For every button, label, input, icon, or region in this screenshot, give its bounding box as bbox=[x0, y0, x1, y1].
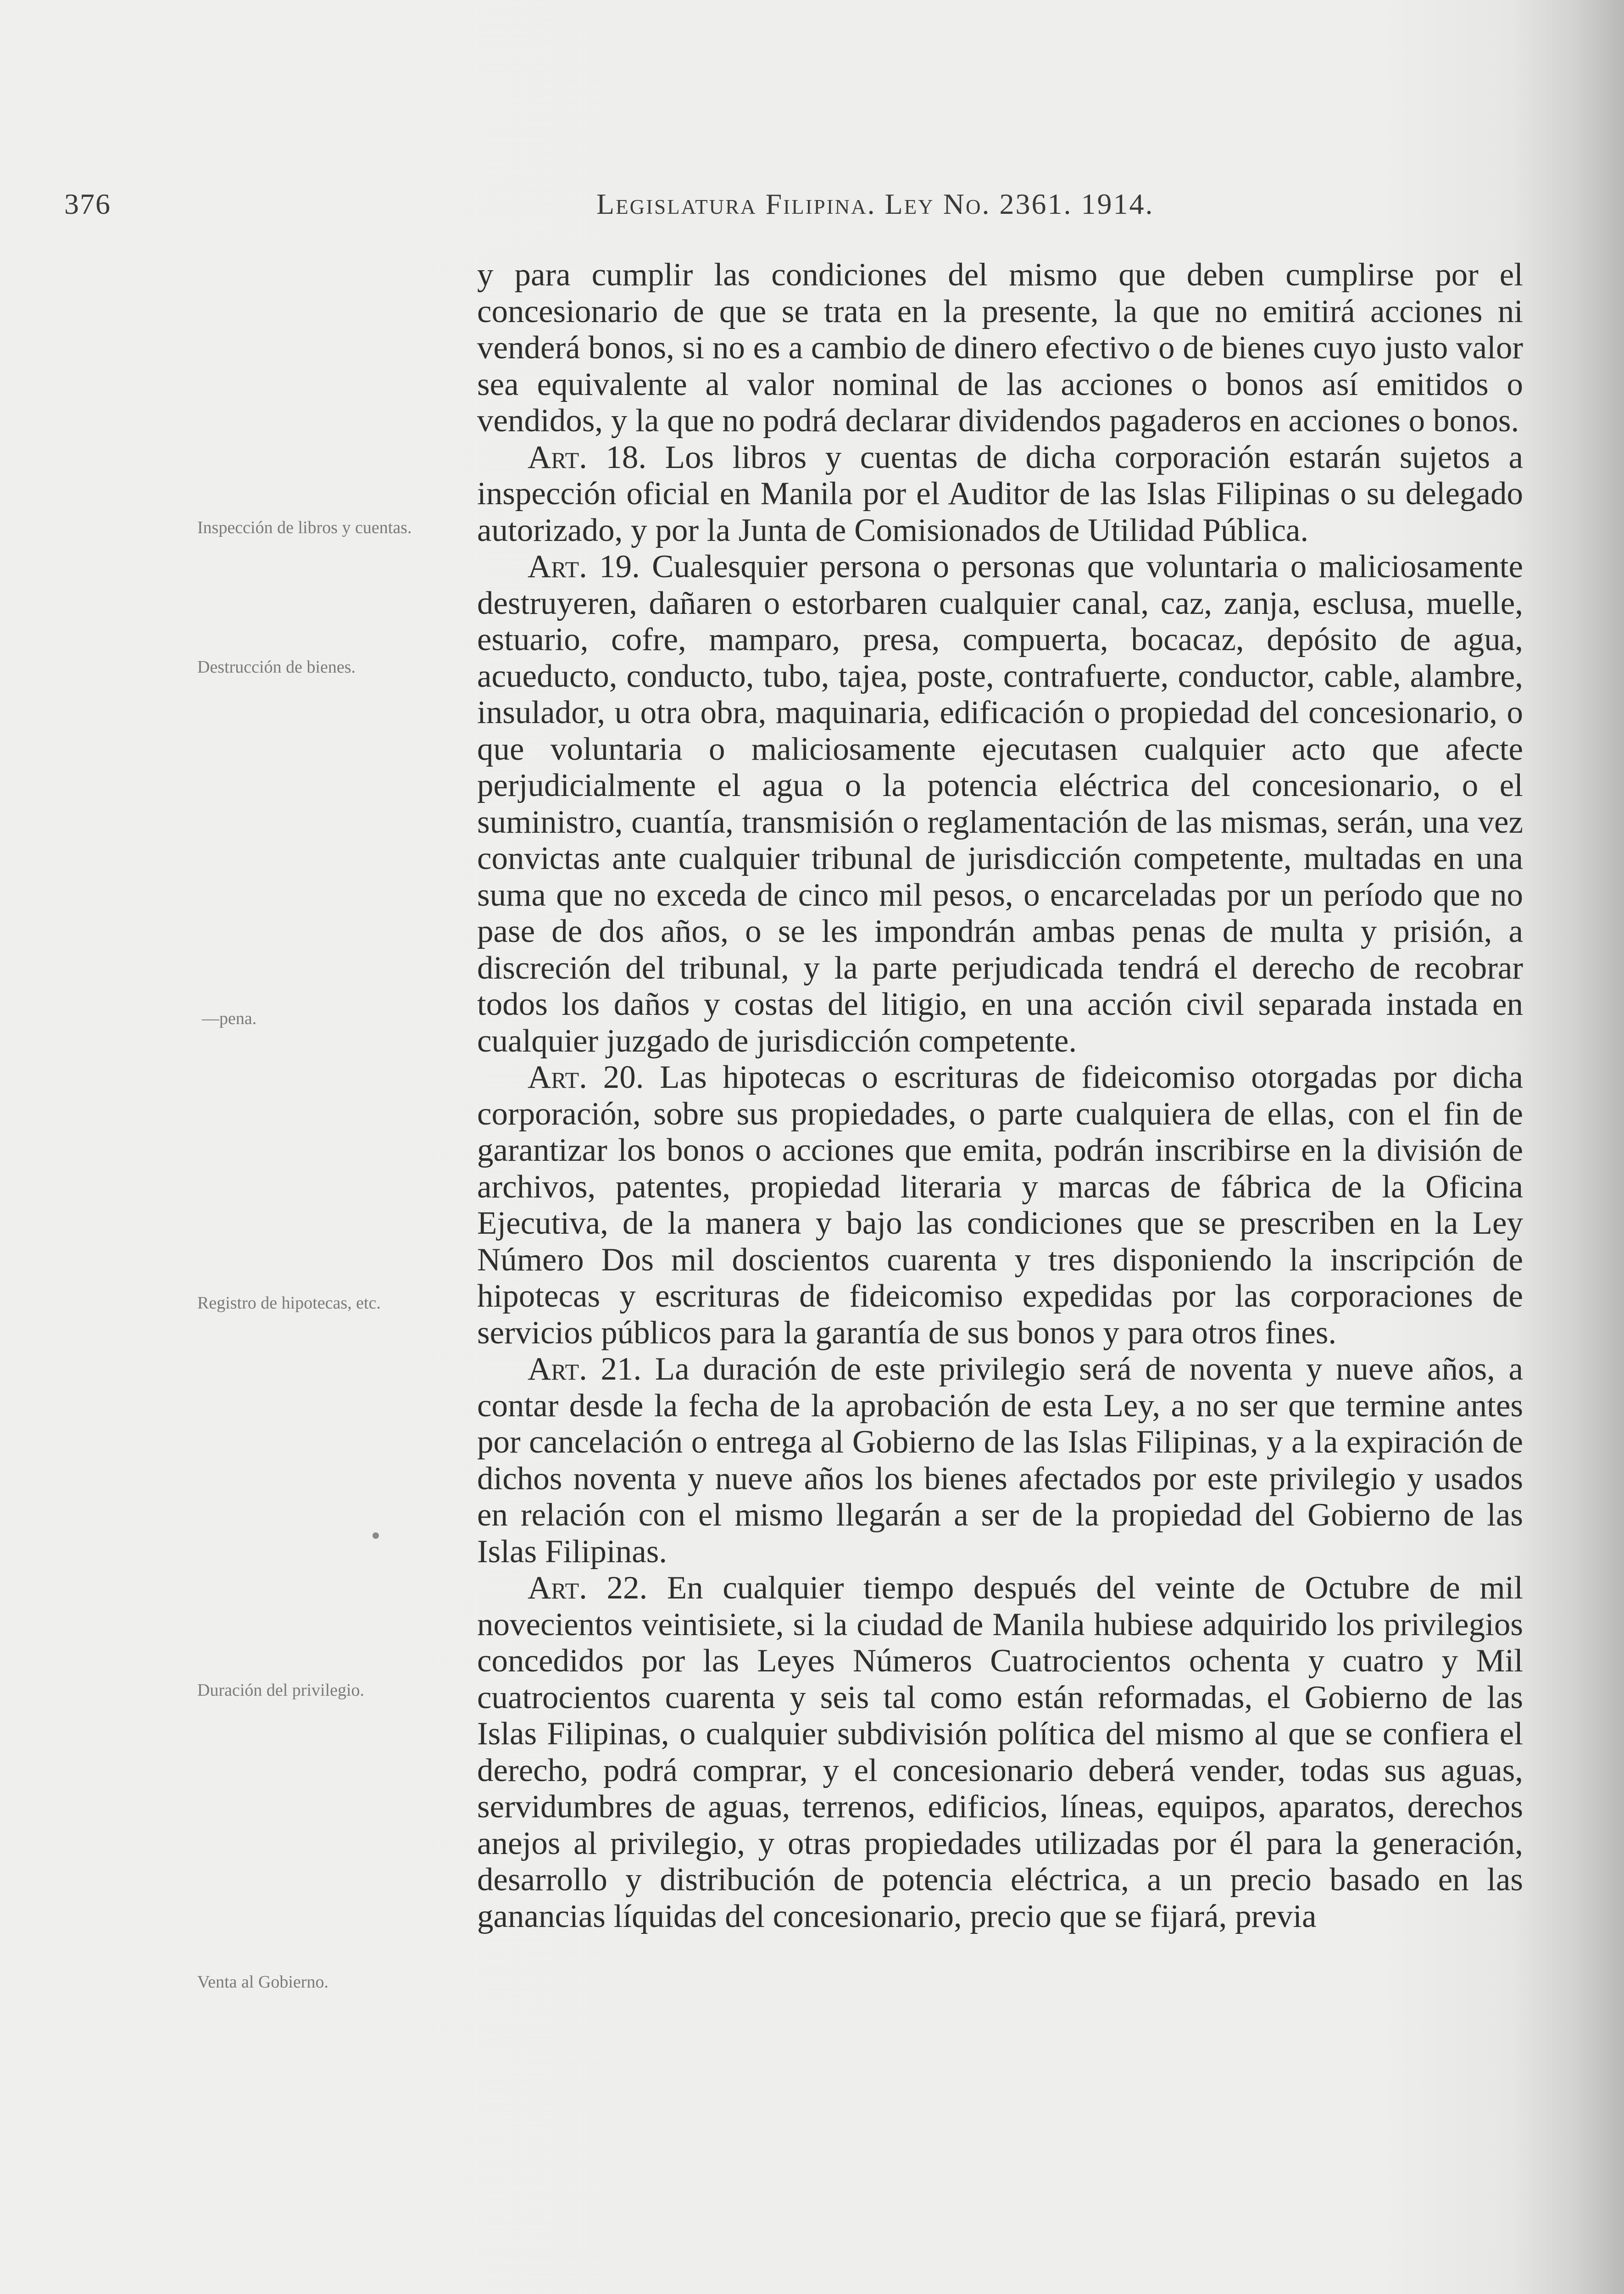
article-22-text: En cualquier tiempo después del veinte de Octubre de mil novecientos veintisiete, si la ciudad de Manila hubiese adquirido los privilegios concedidos por las Leyes Números Cuatrocientos ochenta y cuatro y Mil cuatrocientos cuarenta y seis tal como están reformadas, el Gobierno de las Islas Filipinas, o cualquier subdivisión política del mismo al que se confiera el derecho, podrá comprar, y el concesionario deberá vender, todas sus aguas, servidumbres de aguas, terrenos, edificios, líneas, equipos, aparatos, derechos anejos al privilegio, y otras propiedades utilizadas por él para la generación, desarrollo y distribución de potencia eléctrica, a un precio basado en las ganancias líquidas del concesionario, precio que se fijará, previa bbox=[477, 1570, 1523, 1934]
article-18-label: Art. 18. bbox=[528, 439, 647, 475]
paragraph-continuation: y para cumplir las condiciones del mismo que deben cumplirse por el concesionario de que se trata en la presente, la que no emitirá acciones ni venderá bonos, si no es a cambio de dinero efectivo o de bienes cuyo justo valor sea equivalente al valor nominal de las acciones o bonos así emitidos o vendidos, y la que no podrá declarar dividendos pagaderos en acciones o bonos. bbox=[477, 257, 1523, 439]
side-note-sale-to-government: Venta al Gobierno. bbox=[197, 1972, 328, 1992]
page-header bbox=[64, 187, 1431, 228]
running-title: Legislatura Filipina. Ley No. 2361. 1914. bbox=[596, 188, 1154, 220]
article-19-label: Art. 19. bbox=[528, 549, 640, 585]
article-21 bbox=[477, 1351, 1523, 1570]
side-note-inspection: Inspección de libros y cuentas. bbox=[197, 518, 412, 537]
side-note-mortgage-registry: Registro de hipotecas, etc. bbox=[197, 1293, 381, 1313]
article-22-label: Art. 22. bbox=[528, 1570, 648, 1606]
ink-dot bbox=[373, 1532, 379, 1539]
article-18 bbox=[477, 440, 1523, 549]
article-20-text: Las hipotecas o escrituras de fideicomiso otorgadas por dicha corporación, sobre sus propiedades, o parte cualquiera de ellas, con el fin de garantizar los bonos o acciones que emita, podrán inscribirse en la división de archivos, patentes, propiedad literaria y marcas de fábrica de la Oficina Ejecutiva, de la manera y bajo las condiciones que se prescriben en la Ley Número Dos mil doscientos cuarenta y tres disponiendo la inscripción de hipotecas y escrituras de fideicomiso expedidas por las corporaciones de servicios públicos para la garantía de sus bonos y para otros fines. bbox=[477, 1059, 1523, 1351]
article-20-label: Art. 20. bbox=[528, 1059, 644, 1095]
article-18-text: Los libros y cuentas de dicha corporación estarán sujetos a inspección oficial en Manila por el Auditor de las Islas Filipinas o su delegado autorizado, y por la Junta de Comisionados de Utilidad Pública. bbox=[477, 439, 1523, 548]
body-text bbox=[477, 257, 1523, 1935]
side-note-penalty: —pena. bbox=[202, 1009, 257, 1028]
side-note-privilege-duration: Duración del privilegio. bbox=[197, 1681, 365, 1700]
side-note-destruction: Destrucción de bienes. bbox=[197, 657, 356, 677]
article-19 bbox=[477, 549, 1523, 1059]
article-22 bbox=[477, 1570, 1523, 1935]
article-21-text: La duración de este privilegio será de noventa y nueve años, a contar desde la fecha de la aprobación de esta Ley, a no ser que termine antes por cancelación o entrega al Gobierno de las Islas Filipinas, y a la expiración de dichos noventa y nueve años los bienes afectados por este privilegio y usados en relación con el mismo llegarán a ser de la propiedad del Gobierno de las Islas Filipinas. bbox=[477, 1351, 1523, 1570]
article-20 bbox=[477, 1059, 1523, 1351]
page-number: 376 bbox=[64, 188, 111, 220]
article-19-text: Cualesquier persona o personas que voluntaria o maliciosamente destruyeren, dañaren o estorbaren cualquier canal, caz, zanja, esclusa, muelle, estuario, cofre, mamparo, presa, compuerta, bocacaz, depósito de agua, acueducto, conducto, tubo, tajea, poste, contrafuerte, conductor, cable, alambre, insulador, u otra obra, maquinaria, edificación o propiedad del concesionario, o que voluntaria o maliciosamente ejecutasen cualquier acto que afecte perjudicialmente el agua o la potencia eléctrica del concesionario, o el suministro, cuantía, transmisión o reglamentación de las mismas, serán, una vez convictas ante cualquier tribunal de jurisdicción competente, multadas en una suma que no exceda de cinco mil pesos, o encarceladas por un período que no pase de dos años, o se les impondrán ambas penas de multa y prisión, a discreción del tribunal, y la parte perjudicada tendrá el derecho de recobrar todos los daños y costas del litigio, en una acción civil separada instada en cualquier juzgado de jurisdicción competente. bbox=[477, 549, 1523, 1059]
article-21-label: Art. 21. bbox=[528, 1351, 642, 1387]
